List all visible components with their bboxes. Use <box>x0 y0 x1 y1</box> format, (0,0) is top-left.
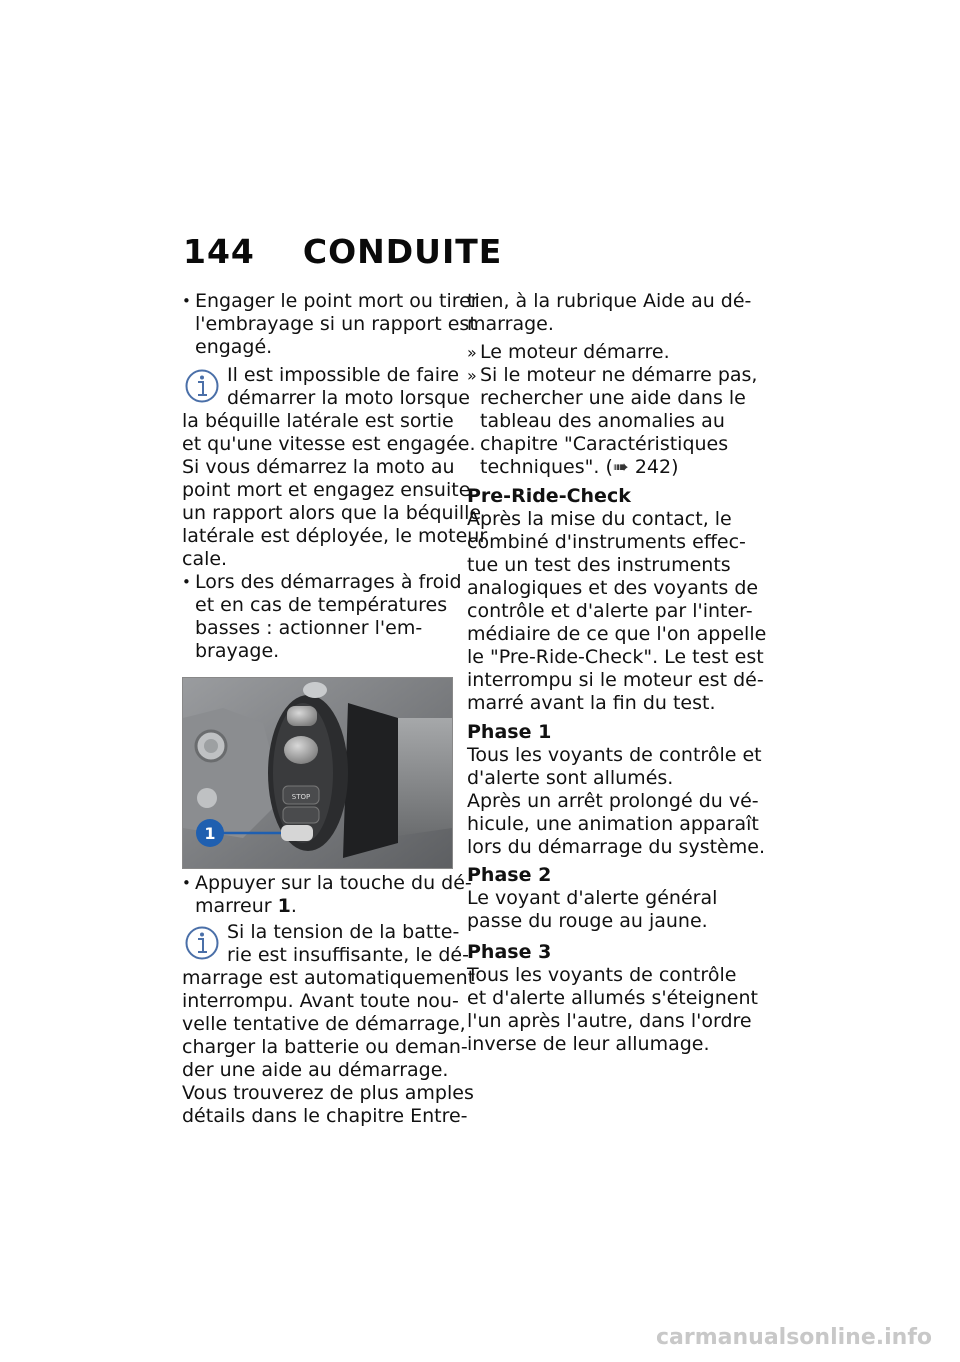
phase-1-section <box>467 721 765 859</box>
pre-ride-check-section <box>467 485 767 715</box>
note-battery <box>182 921 476 1128</box>
text-line: tien, à la rubrique Aide au dé- <box>467 290 752 312</box>
text-line: basses : actionner l'em- <box>195 617 423 639</box>
bullet-neutral <box>182 290 479 359</box>
text-line: et en cas de températures <box>195 594 448 616</box>
text-line: tue un test des instruments <box>467 554 731 576</box>
text-line: velle tentative de démarrage, <box>182 1013 466 1035</box>
page-header <box>183 232 502 271</box>
result-item <box>467 364 758 479</box>
text-line: rechercher une aide dans le <box>480 387 746 409</box>
text-line: marrage. <box>467 313 554 335</box>
result-list <box>467 341 758 479</box>
text-line: médiaire de ce que l'on appelle <box>467 623 767 645</box>
text-line: rie est insuffisante, le dé- <box>227 944 469 966</box>
text-line: Il est impossible de faire <box>227 364 460 386</box>
text-line: • Engager le point mort ou tirer <box>195 290 479 312</box>
right-column <box>467 290 752 336</box>
bullet-press-starter <box>182 872 472 918</box>
text-line: Vous trouverez de plus amples <box>182 1082 474 1104</box>
text-line: brayage. <box>195 640 280 662</box>
text-line: Le voyant d'alerte général <box>467 887 718 909</box>
left-column <box>182 290 479 359</box>
text-line: Si la tension de la batte- <box>227 921 460 943</box>
phase-2-section <box>467 864 742 933</box>
text-line: un rapport alors que la béquille <box>182 502 482 524</box>
text-line: cale. <box>182 548 228 570</box>
handlebar-switch-photo <box>182 677 453 869</box>
text-line: charger la batterie ou deman- <box>182 1036 468 1058</box>
text-line: contrôle et d'alerte par l'inter- <box>467 600 753 622</box>
text-line: le "Pre-Ride-Check". Le test est <box>467 646 764 668</box>
text-line: » Si le moteur ne démarre pas, <box>480 364 758 386</box>
callout-number: 1 <box>204 824 216 843</box>
section-heading: Pre-Ride-Check <box>467 485 631 507</box>
text-line: et qu'une vitesse est engagée. <box>182 433 476 455</box>
text-line: lors du démarrage du système. <box>467 836 765 858</box>
text-line: chapitre "Caractéristiques <box>480 433 729 455</box>
watermark: carmanualsonline.info <box>656 1325 932 1350</box>
text-line: passe du rouge au jaune. <box>467 910 708 932</box>
text-line: marreur 1. <box>195 895 297 917</box>
ref-number: 1 <box>277 895 291 917</box>
text-line: der une aide au démarrage. <box>182 1059 449 1081</box>
phase-3-section <box>467 941 758 1056</box>
text-line: inverse de leur allumage. <box>467 1033 710 1055</box>
page-reference-arrow: ➠ <box>612 456 629 478</box>
text-line: Si vous démarrez la moto au <box>182 456 455 478</box>
section-heading: Phase 1 <box>467 721 552 743</box>
text-line: la béquille latérale est sortie <box>182 410 454 432</box>
text-line: tableau des anomalies au <box>480 410 725 432</box>
section-heading: Phase 2 <box>467 864 552 886</box>
bullet-cold-start <box>182 571 462 663</box>
note-side-stand <box>182 364 488 571</box>
text-line: latérale est déployée, le moteur <box>182 525 488 547</box>
stop-label: STOP <box>291 793 311 801</box>
text-line: marrage est automatiquement <box>182 967 476 989</box>
text-line: démarrer la moto lorsque <box>227 387 470 409</box>
text-line: d'alerte sont allumés. <box>467 767 674 789</box>
text-line: • Lors des démarrages à froid <box>195 571 462 593</box>
page-number: 144 <box>183 232 255 271</box>
text-line: Après un arrêt prolongé du vé- <box>467 790 759 812</box>
text-line: • Appuyer sur la touche du dé- <box>195 872 472 894</box>
section-heading: Phase 3 <box>467 941 552 963</box>
text-line: et d'alerte allumés s'éteignent <box>467 987 758 1009</box>
text-line: analogiques et des voyants de <box>467 577 759 599</box>
text-line: point mort et engagez ensuite <box>182 479 471 501</box>
text-line: l'un après l'autre, dans l'ordre <box>467 1010 752 1032</box>
text-line: techniques". (➠ 242) <box>480 456 679 478</box>
text-line: l'embrayage si un rapport est <box>195 313 477 335</box>
text-line: Après la mise du contact, le <box>467 508 732 530</box>
text-line: Tous les voyants de contrôle et <box>467 744 762 766</box>
text-line: Tous les voyants de contrôle <box>467 964 737 986</box>
text-line: combiné d'instruments effec- <box>467 531 746 553</box>
result-item: » Le moteur démarre. <box>467 341 742 364</box>
text-line: interrompu si le moteur est dé- <box>467 669 764 691</box>
page-title: CONDUITE <box>302 232 503 271</box>
text-line: engagé. <box>195 336 273 358</box>
text-line: détails dans le chapitre Entre- <box>182 1105 468 1127</box>
text-line: marré avant la fin du test. <box>467 692 716 714</box>
text-line: interrompu. Avant toute nou- <box>182 990 459 1012</box>
text-line: hicule, une animation apparaît <box>467 813 759 835</box>
